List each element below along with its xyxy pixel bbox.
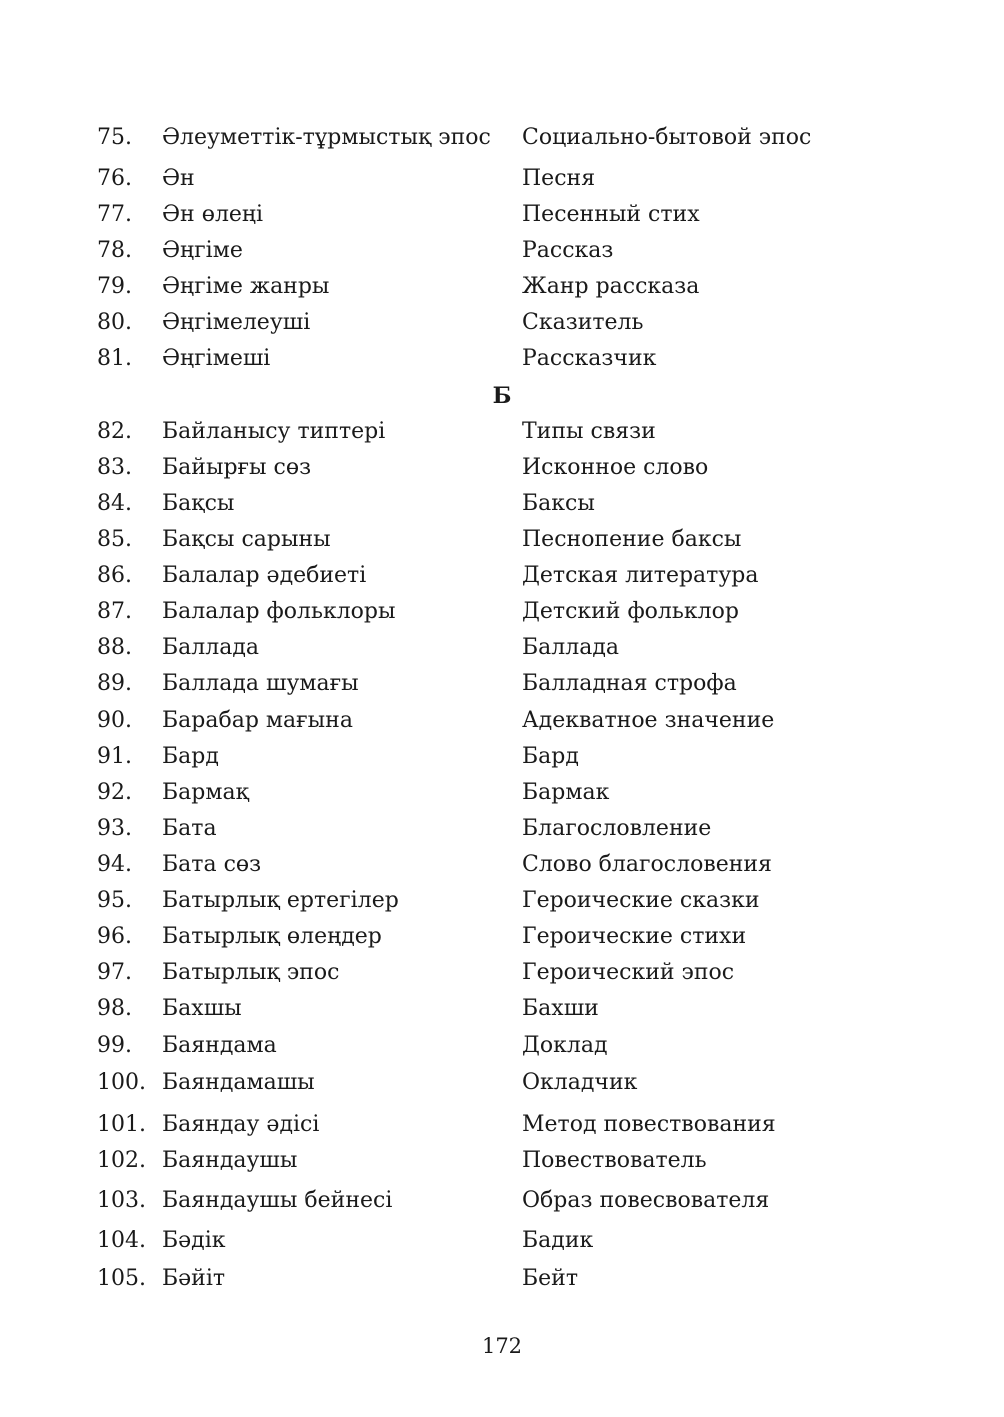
entry-number: 84. <box>97 491 132 516</box>
russian-term: Рассказчик <box>522 346 657 371</box>
russian-term: Песенный стих <box>522 202 700 227</box>
entry-number: 83. <box>97 455 132 480</box>
entry-number: 99. <box>97 1033 132 1058</box>
russian-term: Повествователь <box>522 1148 707 1173</box>
kazakh-term: Бата сөз <box>162 852 262 877</box>
russian-term: Героические стихи <box>522 924 747 949</box>
entry-number: 81. <box>97 346 132 371</box>
russian-term: Баксы <box>522 491 595 516</box>
entry-number: 89. <box>97 671 132 696</box>
glossary-entry <box>0 200 1004 230</box>
kazakh-term: Балалар фольклоры <box>162 599 396 624</box>
russian-term: Героические сказки <box>522 888 760 913</box>
russian-term: Песня <box>522 166 596 191</box>
glossary-entry <box>0 1186 1004 1216</box>
russian-term: Бармак <box>522 780 610 805</box>
entry-number: 105. <box>97 1266 146 1291</box>
kazakh-term: Баяндаушы бейнесі <box>162 1188 393 1213</box>
entry-number: 86. <box>97 563 132 588</box>
entry-number: 88. <box>97 635 132 660</box>
russian-term: Типы связи <box>522 419 656 444</box>
entry-number: 104. <box>97 1228 146 1253</box>
russian-term: Балладная строфа <box>522 671 737 696</box>
entry-number: 92. <box>97 780 132 805</box>
russian-term: Песнопение баксы <box>522 527 742 552</box>
glossary-entry <box>0 453 1004 483</box>
kazakh-term: Бақсы <box>162 491 235 516</box>
kazakh-term: Баллада шумағы <box>162 671 359 696</box>
glossary-entry <box>0 417 1004 447</box>
entry-number: 93. <box>97 816 132 841</box>
russian-term: Доклад <box>522 1033 608 1058</box>
kazakh-term: Баллада <box>162 635 260 660</box>
russian-term: Бард <box>522 744 579 769</box>
russian-term: Исконное слово <box>522 455 709 480</box>
glossary-entry <box>0 922 1004 952</box>
entry-number: 78. <box>97 238 132 263</box>
russian-term: Метод повествования <box>522 1112 776 1137</box>
kazakh-term: Бата <box>162 816 217 841</box>
entry-number: 98. <box>97 996 132 1021</box>
kazakh-term: Әңгіме <box>162 238 243 263</box>
kazakh-term: Батырлық өлеңдер <box>162 924 382 949</box>
kazakh-term: Байланысу типтері <box>162 419 386 444</box>
glossary-entry <box>0 958 1004 988</box>
glossary-entry <box>0 525 1004 555</box>
entry-number: 102. <box>97 1148 146 1173</box>
russian-term: Бадик <box>522 1228 594 1253</box>
entry-number: 100. <box>97 1070 146 1095</box>
entry-number: 80. <box>97 310 132 335</box>
kazakh-term: Әңгімеші <box>162 346 271 371</box>
russian-term: Адекватное значение <box>522 708 775 733</box>
glossary-entry <box>0 778 1004 808</box>
glossary-entry <box>0 814 1004 844</box>
entry-number: 101. <box>97 1112 146 1137</box>
page-number: 172 <box>481 1334 523 1358</box>
entry-number: 82. <box>97 419 132 444</box>
entry-number: 103. <box>97 1188 146 1213</box>
kazakh-term: Бақсы сарыны <box>162 527 331 552</box>
section-letter-heading: Б <box>492 383 512 409</box>
glossary-entry <box>0 236 1004 266</box>
entry-number: 96. <box>97 924 132 949</box>
russian-term: Детский фольклор <box>522 599 739 624</box>
kazakh-term: Байырғы сөз <box>162 455 312 480</box>
kazakh-term: Әңгімелеуші <box>162 310 311 335</box>
entry-number: 87. <box>97 599 132 624</box>
glossary-entry <box>0 850 1004 880</box>
glossary-entry <box>0 123 1004 153</box>
kazakh-term: Баяндамашы <box>162 1070 315 1095</box>
russian-term: Окладчик <box>522 1070 638 1095</box>
entry-number: 90. <box>97 708 132 733</box>
kazakh-term: Әңгіме жанры <box>162 274 330 299</box>
glossary-entry <box>0 669 1004 699</box>
kazakh-term: Баяндама <box>162 1033 277 1058</box>
russian-term: Героический эпос <box>522 960 735 985</box>
glossary-entry <box>0 742 1004 772</box>
glossary-entry <box>0 1264 1004 1294</box>
kazakh-term: Батырлық эпос <box>162 960 340 985</box>
glossary-entry <box>0 706 1004 736</box>
glossary-entry <box>0 886 1004 916</box>
russian-term: Социально-бытовой эпос <box>522 125 812 150</box>
kazakh-term: Әлеуметтік-тұрмыстық эпос <box>162 125 491 150</box>
glossary-entry <box>0 344 1004 374</box>
russian-term: Бахши <box>522 996 599 1021</box>
glossary-entry <box>0 1031 1004 1061</box>
glossary-entry <box>0 489 1004 519</box>
russian-term: Сказитель <box>522 310 644 335</box>
entry-number: 75. <box>97 125 132 150</box>
entry-number: 77. <box>97 202 132 227</box>
glossary-entry <box>0 1146 1004 1176</box>
glossary-entry <box>0 633 1004 663</box>
glossary-entry <box>0 597 1004 627</box>
entry-number: 95. <box>97 888 132 913</box>
kazakh-term: Бәдік <box>162 1228 226 1253</box>
glossary-entry <box>0 561 1004 591</box>
entry-number: 85. <box>97 527 132 552</box>
russian-term: Бейт <box>522 1266 579 1291</box>
kazakh-term: Ән өлеңі <box>162 202 264 227</box>
glossary-entry <box>0 994 1004 1024</box>
kazakh-term: Бәйіт <box>162 1266 226 1291</box>
entry-number: 97. <box>97 960 132 985</box>
glossary-entry <box>0 1226 1004 1256</box>
kazakh-term: Балалар әдебиеті <box>162 563 367 588</box>
kazakh-term: Баяндау әдісі <box>162 1112 320 1137</box>
russian-term: Слово благословения <box>522 852 772 877</box>
glossary-entry <box>0 1110 1004 1140</box>
russian-term: Жанр рассказа <box>522 274 700 299</box>
entry-number: 91. <box>97 744 132 769</box>
kazakh-term: Бахшы <box>162 996 242 1021</box>
glossary-entry <box>0 164 1004 194</box>
entry-number: 94. <box>97 852 132 877</box>
entry-number: 76. <box>97 166 132 191</box>
russian-term: Благословление <box>522 816 712 841</box>
glossary-entry <box>0 1068 1004 1098</box>
kazakh-term: Бард <box>162 744 219 769</box>
russian-term: Рассказ <box>522 238 614 263</box>
glossary-entry <box>0 272 1004 302</box>
entry-number: 79. <box>97 274 132 299</box>
kazakh-term: Бармақ <box>162 780 249 805</box>
kazakh-term: Баяндаушы <box>162 1148 298 1173</box>
russian-term: Детская литература <box>522 563 759 588</box>
kazakh-term: Батырлық ертегілер <box>162 888 399 913</box>
glossary-entry <box>0 308 1004 338</box>
russian-term: Образ повесвователя <box>522 1188 770 1213</box>
kazakh-term: Ән <box>162 166 195 191</box>
kazakh-term: Барабар мағына <box>162 708 353 733</box>
russian-term: Баллада <box>522 635 620 660</box>
